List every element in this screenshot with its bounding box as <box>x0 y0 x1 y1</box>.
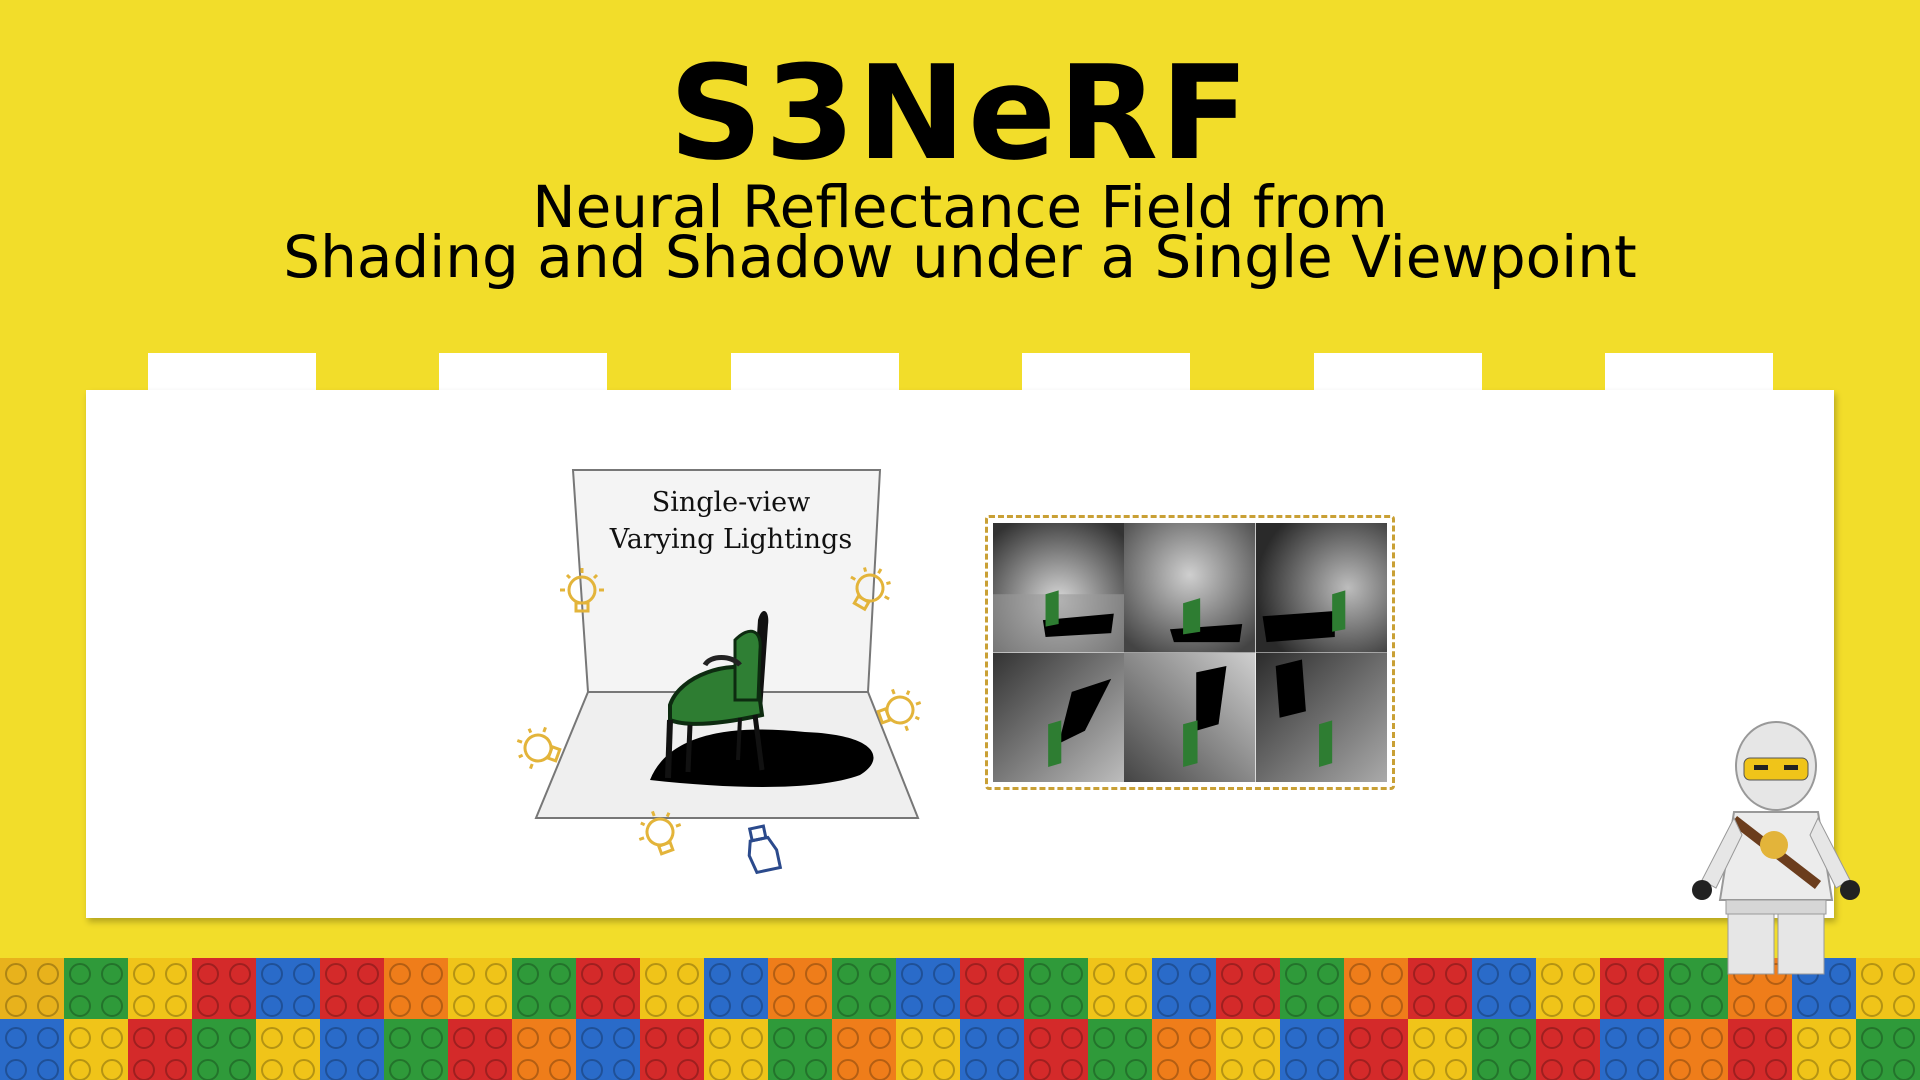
rendered-image <box>1256 523 1387 653</box>
lego-ninja-figure <box>1672 710 1882 980</box>
slide-subtitle-line2: Shading and Shadow under a Single Viewpoint <box>283 223 1637 291</box>
panel-stud <box>439 353 607 393</box>
panel-stud <box>1022 353 1190 393</box>
rendered-image <box>993 523 1124 653</box>
panel-stud <box>148 353 316 393</box>
rendered-image <box>1124 653 1255 783</box>
slide-title: S3NeRF <box>669 37 1251 189</box>
content-panel <box>86 390 1834 918</box>
rendered-image <box>1124 523 1255 653</box>
panel-stud <box>1605 353 1773 393</box>
figure-label-line1: Single-view <box>651 487 811 518</box>
camera-icon <box>744 824 781 873</box>
rendered-image <box>993 653 1124 783</box>
rendered-image <box>1256 653 1387 783</box>
figure-label-line2: Varying Lightings <box>609 524 853 555</box>
lego-brick-strip <box>0 958 1920 1080</box>
setup-figure <box>500 460 940 890</box>
panel-stud <box>731 353 899 393</box>
panel-stud <box>1314 353 1482 393</box>
rendered-images-panel <box>985 515 1395 790</box>
slide-subtitle-line1: Neural Reflectance Field from <box>532 173 1388 241</box>
